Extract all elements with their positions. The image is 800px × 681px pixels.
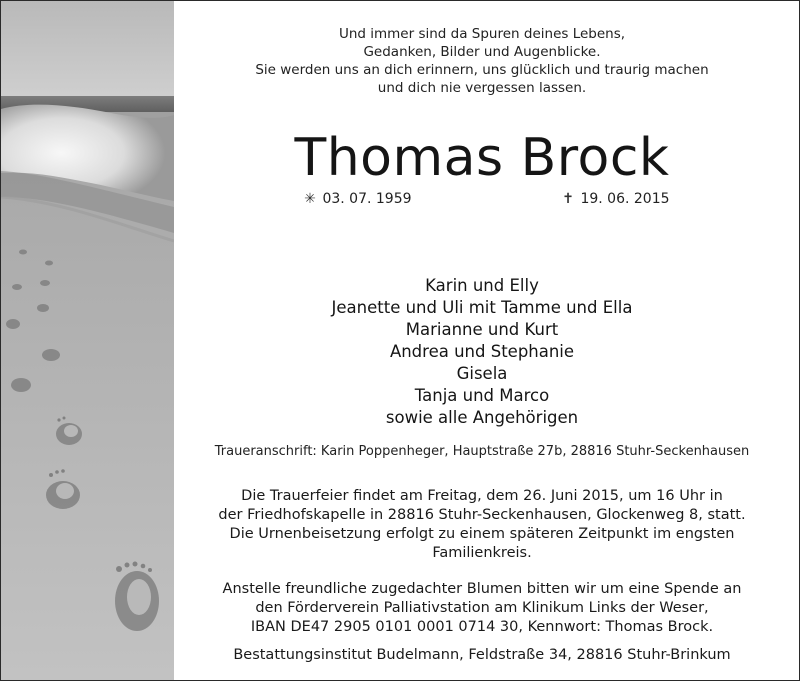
service-line: Familienkreis. [432,545,532,561]
service-line: Die Trauerfeier findet am Freitag, dem 26. Juni 2015, um 16 Uhr in [241,488,723,504]
donation-line: den Förderverein Palliativstation am Klinikum Links der Weser, [255,600,709,616]
death-cross-icon: ✝ [562,191,574,207]
mourner-line: sowie alle Angehörigen [385,408,579,427]
mourner-line: Jeanette und Uli mit Tamme und Ella [331,298,633,317]
donation-line: IBAN DE47 2905 0101 0001 0714 30, Kennwort: Thomas Brock. [250,619,714,635]
service-line: Die Urnenbeisetzung erfolgt zu einem späteren Zeitpunkt im engsten [229,526,735,542]
death-date: 19. 06. 2015 [580,191,670,207]
birth-date-group [302,191,412,207]
mourners-list [176,275,788,429]
funeral-service-info [176,487,788,563]
death-date-group [560,191,670,207]
mourner-line: Tanja und Marco [414,386,550,405]
verse-line: und dich nie vergessen lassen. [377,80,587,96]
funeral-home: Bestattungsinstitut Budelmann, Feldstraße 34, 28816 Stuhr-Brinkum [233,647,731,663]
donation-line: Anstelle freundliche zugedachter Blumen bitten wir um eine Spende an [222,581,742,597]
birth-date: 03. 07. 1959 [322,191,412,207]
donation-request [176,580,788,637]
life-dates [176,191,788,211]
mourner-line: Gisela [456,364,508,383]
deceased-name: Thomas Brock [294,128,670,188]
memorial-verse [176,25,788,97]
mourner-line: Karin und Elly [425,276,539,295]
mourner-line: Andrea und Stephanie [389,342,575,361]
notice-content [176,0,788,681]
mourning-address: Traueranschrift: Karin Poppenheger, Hauptstraße 27b, 28816 Stuhr-Seckenhausen [214,444,750,459]
beach-footprints-photo [1,1,174,680]
birth-star-icon: ✳ [304,191,316,207]
verse-line: Gedanken, Bilder und Augenblicke. [363,44,601,60]
verse-line: Sie werden uns an dich erinnern, uns glücklich und traurig machen [255,62,709,78]
service-line: der Friedhofskapelle in 28816 Stuhr-Seckenhausen, Glockenweg 8, statt. [218,507,746,523]
verse-line: Und immer sind da Spuren deines Lebens, [338,26,626,42]
mourner-line: Marianne und Kurt [405,320,559,339]
